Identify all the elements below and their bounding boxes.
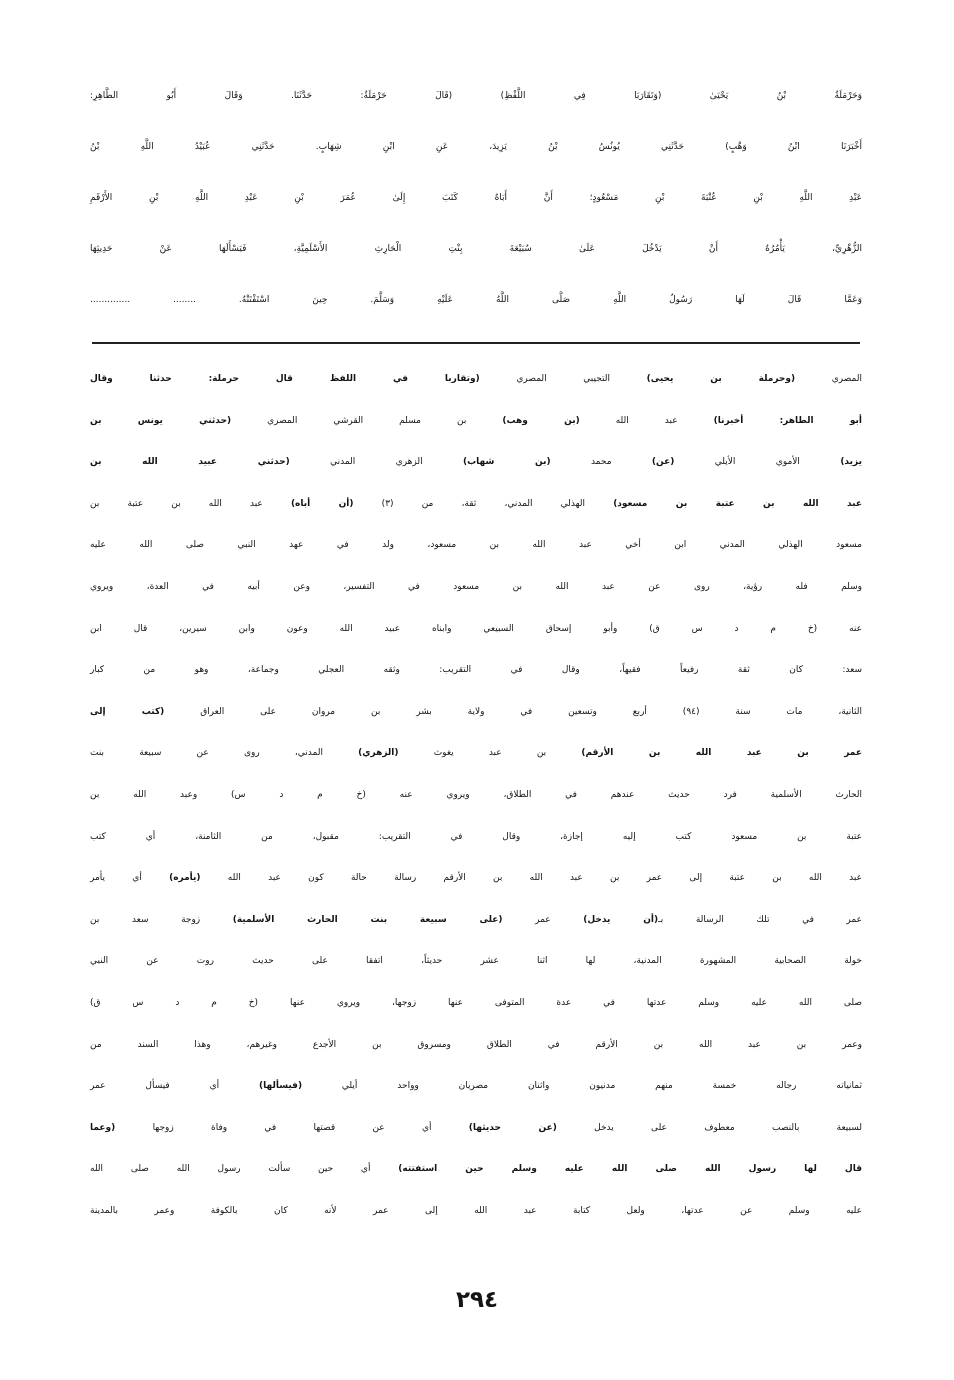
commentary-line bbox=[90, 692, 862, 734]
quoted-hadith-segment: (وحرملة بن يحيى) bbox=[646, 374, 796, 384]
quoted-hadith-segment: أبو الطاهر: أخبرنا) bbox=[713, 415, 862, 426]
commentary-line bbox=[90, 775, 862, 817]
hadith-line: أَخْبَرَنَا ابْنُ وَهْبٍ) حَدَّثَنِي يُونُسُ بْنُ يَزِيدَ، عَنِ ابْنِ شِهَابٍ. حَدَّثَنِي عُبَيْدُ اللَّهِ بْنُ bbox=[90, 142, 862, 152]
commentary-line bbox=[90, 1108, 862, 1150]
commentary-text: عليه وسلم عن عدتها، ولعل كتابة عبد الله إلى عمر لأنه كان بالكوفة وعمر بالمدينة bbox=[90, 1205, 862, 1216]
quoted-hadith-segment: (عن) bbox=[651, 457, 675, 468]
commentary-line bbox=[90, 650, 862, 692]
commentary-line bbox=[90, 1025, 862, 1067]
commentary bbox=[90, 359, 862, 1232]
commentary-line bbox=[90, 567, 862, 609]
commentary-text: خولة الصحابية المشهورة المدنية، لها اثنا عشر حديثاً، اتفقا على حديث روت عن النبي bbox=[90, 956, 862, 967]
commentary-line bbox=[90, 817, 862, 859]
commentary-text: أي حين سألت رسول الله صلى الله bbox=[90, 1164, 399, 1175]
commentary-text: الهذلي المدني، ثقة، من (٣) bbox=[353, 498, 614, 509]
commentary-line bbox=[90, 484, 862, 526]
quoted-hadith-segment: (أن أباه) bbox=[290, 498, 354, 509]
commentary-text: وسلم فله رؤية، روى عن عبد الله بن مسعود في التفسير، وعن أبيه في العدة، ويروي bbox=[90, 581, 862, 592]
commentary-text: أي عن قصتها في وفاة زوجها bbox=[115, 1122, 469, 1133]
commentary-line bbox=[90, 1191, 862, 1233]
commentary-text: لسبيعة بالنصب معطوف على يدخل bbox=[556, 1122, 862, 1133]
quoted-hadith-segment: (بن وهب) bbox=[502, 415, 580, 426]
commentary-text: عبد الله بن عتبة بن bbox=[90, 498, 291, 509]
commentary-text: الحارث الأسلمية فرد حديث عندهم في الطلاق، ويروي عنه (خ م د س) وعبد الله بن bbox=[90, 789, 862, 800]
hadith-line: عَبْدِ اللَّهِ بْنِ عُتْبَةَ بْنِ مَسْعُودٍ؛ أَنَّ أَبَاهُ كَتَبَ إِلَىٰ عُمَرَ بْنِ عَبْدِ اللَّهِ بْنِ الأَرْقَمِ bbox=[90, 193, 862, 203]
commentary-line bbox=[90, 1066, 862, 1108]
commentary-text: عمر في تلك الرسالة بـ bbox=[658, 914, 862, 925]
commentary-text: عبد الله bbox=[579, 415, 714, 426]
quoted-hadith-segment: (عن حديثها) bbox=[468, 1122, 557, 1133]
commentary-text: عبد الله بن عتبة إلى عمر بن عبد الله بن الأرقم رسالة حالة كون عبد الله bbox=[200, 873, 862, 884]
quoted-hadith-segment: عمر بن عبد الله بن الأرقم) bbox=[581, 748, 862, 759]
hadith-line: الزُّهْرِيِّ، يَأْمُرُهُ أَنْ يَدْخُلَ عَلَىٰ سُبَيْعَةَ بِنْتِ الْحَارِثِ الأَسْلَمِيَّةِ، فَيَسْأَلَهَا عَنْ حَدِيثِهَا bbox=[90, 244, 862, 254]
quoted-hadith-segment: (كتب إلى bbox=[90, 706, 165, 717]
quoted-hadith-segment: قال لها رسول الله صلى الله عليه وسلم حين استفتته) bbox=[398, 1164, 862, 1175]
commentary-text: أي فيسأل عمر bbox=[90, 1081, 260, 1092]
hadith-text bbox=[90, 71, 862, 326]
quoted-hadith-segment: يزيد) bbox=[840, 457, 862, 468]
commentary-line bbox=[90, 900, 862, 942]
quoted-hadith-segment: (يأمره) bbox=[169, 873, 201, 884]
commentary-line bbox=[90, 941, 862, 983]
commentary-line bbox=[90, 359, 862, 401]
quoted-hadith-segment: (أن يدخل) bbox=[583, 914, 659, 925]
commentary-text: المصري bbox=[795, 374, 863, 384]
commentary-text: زوجة سعد بن bbox=[90, 914, 233, 925]
section-divider bbox=[92, 342, 860, 344]
quoted-hadith-segment: (الزهري) bbox=[358, 748, 399, 759]
quoted-hadith-segment: (على سبيعة بنت الحارث الأسلمية) bbox=[232, 914, 503, 925]
commentary-text: الزهري المدني bbox=[289, 457, 463, 468]
commentary-text: صلى الله عليه وسلم عدتها في عدة المتوفى عنها زوجها، ويروي عنها (خ م د س ق) bbox=[90, 997, 862, 1008]
commentary-text: محمد bbox=[550, 457, 652, 468]
quoted-hadith-segment: (حدثني يونس بن bbox=[90, 415, 232, 426]
hadith-line: وَعَمَّا قَالَ لَهَا رَسُولُ اللَّهِ صَلَّى اللَّهُ عَلَيْهِ وَسَلَّمَ. حِينَ اسْتَفْتَتْهُ. ........ .............. bbox=[90, 295, 862, 305]
commentary-text: التجيبي المصري bbox=[479, 374, 647, 384]
commentary-text: عنه (خ م د س ق) وأبو إسحاق السبيعي وابناه عبيد الله وعون وابن سيرين، قال ابن bbox=[90, 623, 862, 634]
commentary-line bbox=[90, 983, 862, 1025]
quoted-hadith-segment: (حدثني عبيد الله بن bbox=[90, 457, 290, 468]
commentary-text: الأموي الأيلي bbox=[674, 457, 841, 468]
commentary-text: أي يأمر bbox=[90, 873, 170, 884]
commentary-text: بن عبد يغوث bbox=[398, 748, 582, 759]
commentary-text: ثمانياته رجاله خمسة منهم مدنيون واثنان مصريان وواحد أيلي bbox=[302, 1081, 862, 1092]
commentary-text: المدني، روى عن سبيعة بنت bbox=[90, 748, 359, 759]
commentary-line bbox=[90, 442, 862, 484]
commentary-line bbox=[90, 858, 862, 900]
quoted-hadith-segment: (بن شهاب) bbox=[463, 457, 551, 468]
commentary-line bbox=[90, 733, 862, 775]
commentary-text: بن مسلم القرشي المصري bbox=[231, 415, 503, 426]
commentary-text: عتبة بن مسعود كتب إليه إجازة، وقال في التقريب: مقبول، من الثامنة، أي كتب bbox=[90, 831, 862, 842]
commentary-text: مسعود الهذلي المدني ابن أخي عبد الله بن مسعود، ولد في عهد النبي صلى الله عليه bbox=[90, 540, 862, 551]
commentary-line bbox=[90, 401, 862, 443]
quoted-hadith-segment: عبد الله بن عتبة بن مسعود) bbox=[613, 498, 862, 509]
hadith-line: وَحَرْمَلَةُ بْنُ يَحْيَىٰ (وَتَقَارَبَا فِي اللَّفْظِ) (قَالَ حَرْمَلَةُ: حَدَّثَنَا. وَقَالَ أَبُو الطَّاهِرِ: bbox=[90, 91, 862, 101]
quoted-hadith-segment: (فيسألها) bbox=[259, 1081, 303, 1092]
commentary-line bbox=[90, 525, 862, 567]
commentary-line bbox=[90, 1149, 862, 1191]
commentary-line bbox=[90, 609, 862, 651]
commentary-text: الثانية، مات سنة (٩٤) أربع وتسعين في ولاية بشر بن مروان على العراق bbox=[164, 706, 862, 717]
commentary-text: عمر bbox=[502, 914, 584, 925]
commentary-text: وعمر بن عبد الله بن الأرقم في الطلاق ومسروق بن الأجدع وغيرهم، وهذا السند من bbox=[90, 1039, 862, 1050]
quoted-hadith-segment: (وتقاربا في اللفظ قال حرملة: حدثنا وقال bbox=[90, 374, 480, 384]
commentary-text: سعد: كان ثقة رفيعاً فقيهاً، وقال في التقريب: وثقه العجلي وجماعة، وهو من كبار bbox=[90, 665, 862, 676]
quoted-hadith-segment: (وعما bbox=[90, 1122, 116, 1133]
page-number: ٢٩٤ bbox=[455, 1287, 499, 1313]
